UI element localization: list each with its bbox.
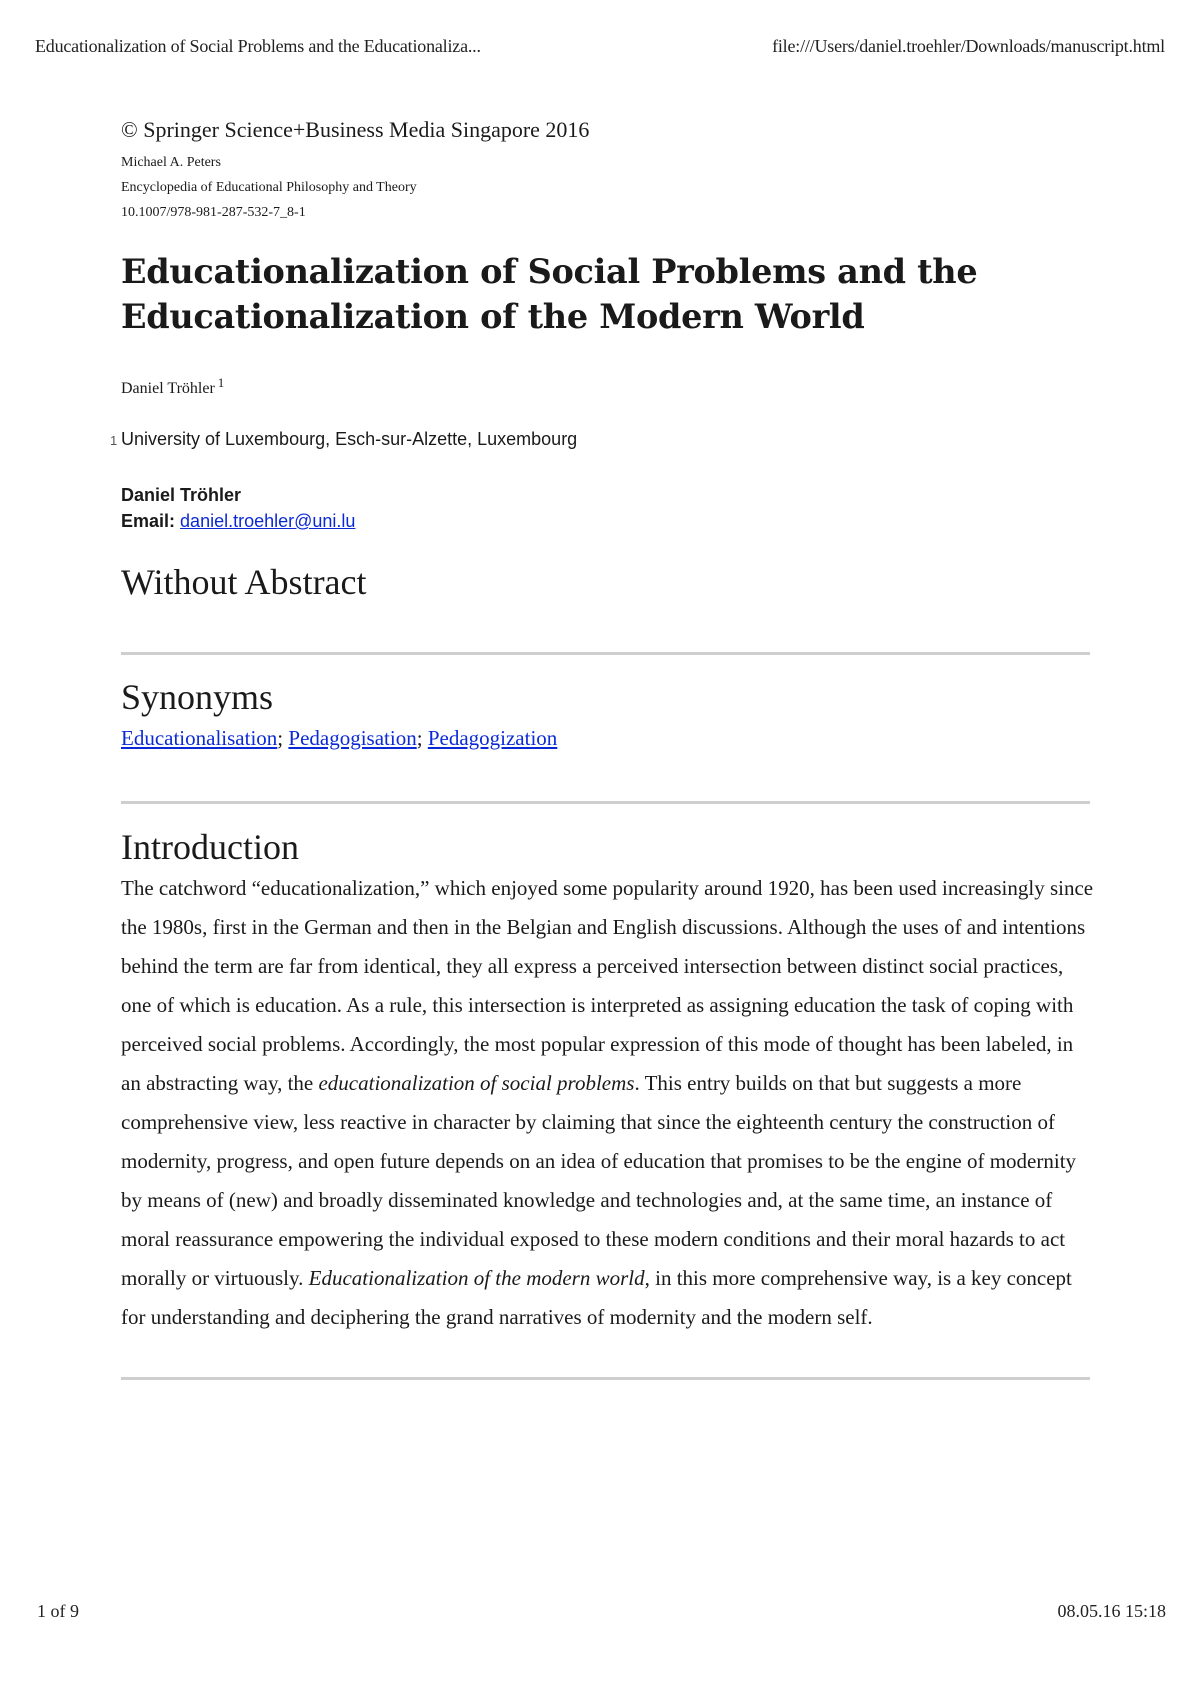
doi: 10.1007/978-981-287-532-7_8-1 — [121, 205, 306, 220]
author-name: Daniel Tröhler — [121, 380, 215, 397]
print-header-title: Educationalization of Social Problems and the Educationaliza... — [35, 36, 481, 56]
article-title-line-2: Educationalization of the Modern World — [121, 297, 865, 336]
intro-text-part-3: , in this more comprehensive way, is a key concept for understanding and deciphering the grand narratives of modernity and the modern self. — [121, 1266, 1072, 1329]
intro-text-part-1: The catchword “educationalization,” which enjoyed some popularity around 1920, has been used increasingly since the 1980s, first in the German and then in the Belgian and English discussions. Although the uses of and intentions behind the term are far from identical, they all express a perceived intersection between distinct social practices, one of which is education. As a rule, this intersection is interpreted as assigning education the task of coping with perceived social problems. Accordingly, the most popular expression of this mode of thought has been labeled, in an abstracting way, the — [121, 876, 1094, 1095]
synonyms-list — [121, 723, 1088, 753]
editor-name: Michael A. Peters — [121, 155, 221, 170]
print-header — [35, 36, 1165, 57]
print-footer — [37, 1601, 1166, 1622]
affiliation-marker: 1 — [110, 433, 118, 448]
section-divider — [121, 652, 1090, 655]
intro-emphasis-2: Educationalization of the modern world — [308, 1266, 645, 1290]
email-label: Email: — [121, 511, 176, 531]
section-divider — [121, 1377, 1090, 1380]
synonym-separator: ; — [277, 726, 284, 750]
affiliation — [110, 427, 1088, 451]
print-header-url: file:///Users/daniel.troehler/Downloads/manuscript.html — [772, 36, 1165, 56]
page-indicator: 1 of 9 — [37, 1601, 79, 1621]
author-affil-ref: 1 — [217, 375, 225, 390]
synonyms-heading: Synonyms — [121, 677, 274, 717]
email-link[interactable]: daniel.troehler@uni.lu — [180, 511, 356, 531]
article — [110, 116, 1094, 1380]
author-line — [121, 371, 1088, 401]
abstract-heading: Without Abstract — [121, 562, 367, 602]
synonym-link[interactable]: Educationalisation — [121, 726, 278, 750]
section-divider — [121, 801, 1090, 804]
article-title — [121, 249, 1088, 339]
introduction-heading: Introduction — [121, 827, 299, 867]
affiliation-text: University of Luxembourg, Esch-sur-Alzette, Luxembourg — [121, 429, 578, 449]
synonym-link[interactable]: Pedagogization — [427, 726, 558, 750]
copyright-line: © Springer Science+Business Media Singapore 2016 — [121, 117, 590, 142]
synonym-link[interactable]: Pedagogisation — [288, 726, 417, 750]
print-datetime: 08.05.16 15:18 — [1057, 1601, 1166, 1621]
synonym-separator: ; — [416, 726, 423, 750]
contact-email-row — [121, 508, 1088, 534]
intro-emphasis-1: educationalization of social problems — [318, 1071, 635, 1095]
introduction-paragraph — [121, 869, 1096, 1337]
contact-name: Daniel Tröhler — [121, 485, 242, 505]
book-title: Encyclopedia of Educational Philosophy and Theory — [121, 180, 417, 195]
intro-text-part-2: . This entry builds on that but suggests a more comprehensive view, less reactive in character by claiming that since the eighteenth century the construction of modernity, progress, and open future depends on an idea of education that promises to be the engine of modernity by means of (new) and broadly disseminated knowledge and technologies and, at the same time, an instance of moral reassurance empowering the individual exposed to these modern conditions and their moral hazards to act morally or virtuously. — [121, 1071, 1077, 1290]
article-title-line-1: Educationalization of Social Problems and the — [121, 252, 978, 291]
